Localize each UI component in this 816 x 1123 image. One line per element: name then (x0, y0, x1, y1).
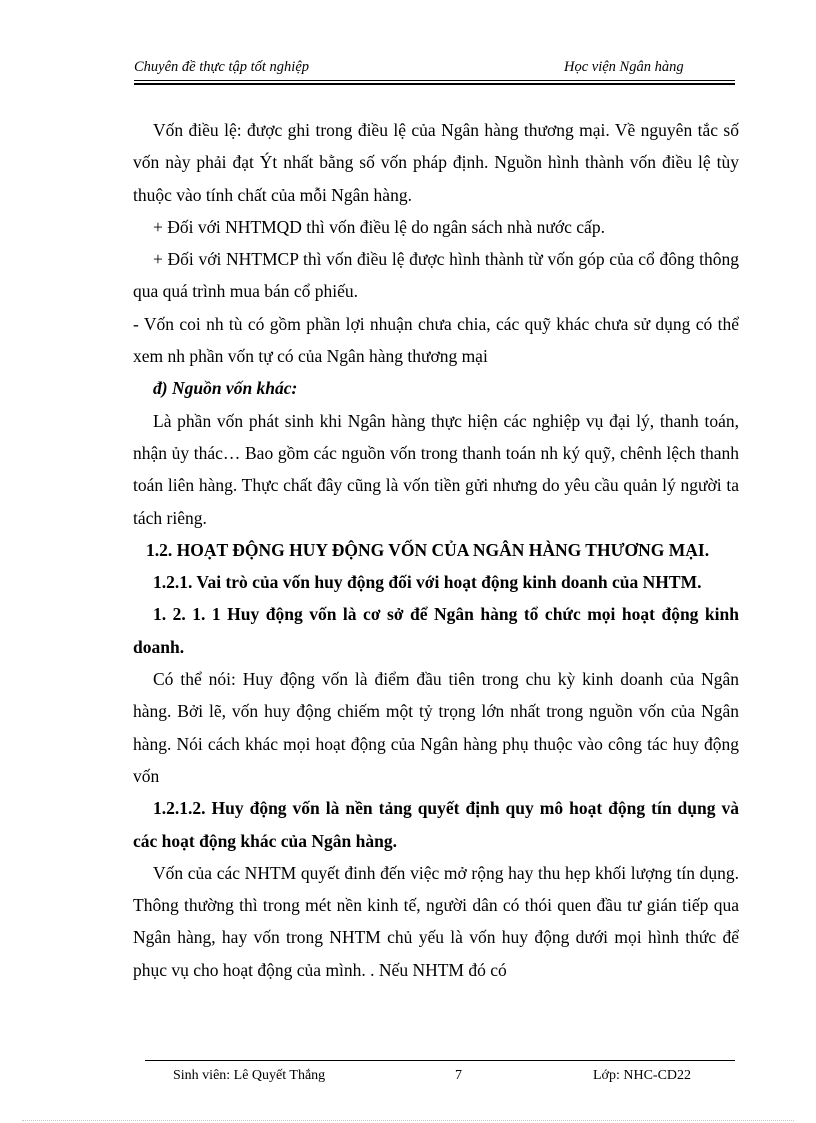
page-bottom-boundary (22, 1120, 794, 1121)
header-rule-thin (134, 80, 735, 81)
footer-rule (145, 1060, 735, 1061)
footer-class: Lớp: NHC-CD22 (593, 1068, 692, 1083)
paragraph-charter-capital: Vốn điều lệ: được ghi trong điều lệ của Ngân hàng thương mại. Về nguyên tắc số vốn này phải đạt Ýt nhất bằng số vốn pháp định. Nguồn hình thành vốn điều lệ tùy thuộc vào tính chất của mỗi Ngân hàng. (133, 120, 739, 205)
document-body (133, 114, 739, 986)
header-institution: Học viện Ngân hàng (564, 59, 684, 75)
heading-1-2-1: 1.2.1. Vai trò của vốn huy động đối với hoạt động kinh doanh của NHTM. (153, 572, 702, 593)
heading-1-2-1-1: 1. 2. 1. 1 Huy động vốn là cơ sở để Ngân hàng tổ chức mọi hoạt động kinh doanh. (133, 604, 739, 657)
paragraph-state-bank: + Đối với NHTMQD thì vốn điều lệ do ngân sách nhà nước cấp. (153, 216, 605, 237)
header-rule-thick (134, 83, 735, 85)
heading-1-2-1-2: 1.2.1.2. Huy động vốn là nền tảng quyết định quy mô hoạt động tín dụng và các hoạt động khác của Ngân hàng. (133, 798, 739, 851)
paragraph-other-capital: Là phần vốn phát sinh khi Ngân hàng thực hiện các nghiệp vụ đại lý, thanh toán, nhận ủy thác… Bao gồm các nguồn vốn trong thanh toán nh ký quỹ, chênh lệch thanh toán liên hàng. Thực chất đây cũng là vốn tiền gửi nhưng do yêu cầu quản lý người ta tách riêng. (133, 410, 739, 528)
paragraph-credit-volume: Vốn của các NHTM quyết đinh đến việc mở rộng hay thu hẹp khối lượng tín dụng. Thông thường thì trong mét nền kinh tế, người dân có thói quen đầu tư gián tiếp qua Ngân hàng, hay vốn trong NHTM chủ yếu là vốn huy động dưới mọi hình thức để phục vụ cho hoạt động của mình. . Nếu NHTM đó có (133, 862, 739, 980)
header-document-type: Chuyên đề thực tập tốt nghiệp (134, 59, 310, 75)
page-footer (173, 1068, 733, 1088)
footer-student: Sinh viên: Lê Quyết Thắng (173, 1068, 326, 1083)
subheading-other-capital: đ) Nguồn vốn khác: (153, 378, 298, 399)
paragraph-joint-stock-bank: + Đối với NHTMCP thì vốn điều lệ được hình thành từ vốn góp của cổ đông thông qua quá trình mua bán cổ phiếu. (133, 249, 739, 302)
page-header (134, 59, 735, 79)
paragraph-mobilization-start: Có thể nói: Huy động vốn là điểm đầu tiên trong chu kỳ kinh doanh của Ngân hàng. Bởi lẽ, vốn huy động chiếm một tỷ trọng lớn nhất trong nguồn vốn của Ngân hàng. Nói cách khác mọi hoạt động của Ngân hàng phụ thuộc vào công tác huy động vốn (133, 669, 739, 786)
heading-1-2: 1.2. HOẠT ĐỘNG HUY ĐỘNG VỐN CỦA NGÂN HÀNG THƯƠNG MẠI. (146, 539, 710, 560)
paragraph-equivalent-capital: - Vốn coi nh tù có gồm phần lợi nhuận chưa chia, các quỹ khác chưa sử dụng có thể xem nh phần vốn tự có của Ngân hàng thương mại (133, 313, 739, 367)
footer-page-number: 7 (455, 1068, 462, 1083)
